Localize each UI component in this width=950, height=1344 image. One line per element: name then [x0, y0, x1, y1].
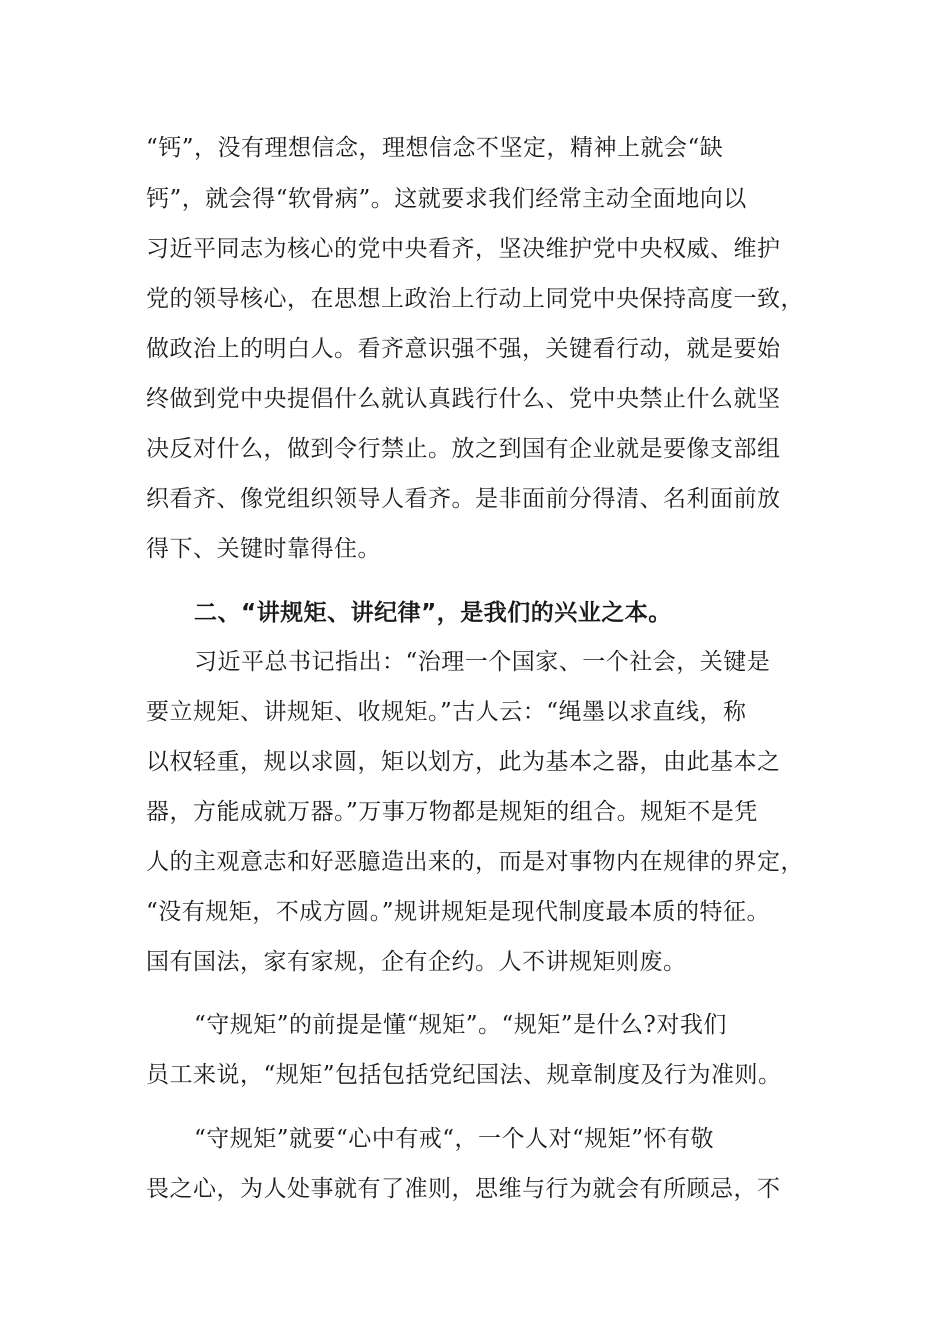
paragraph-4-line: “守规矩”就要“心中有戒“，一个人对“规矩”怀有敬	[194, 1126, 715, 1152]
paragraph-1-line: 终做到党中央提倡什么就认真践行什么、党中央禁止什么就坚	[146, 386, 781, 412]
paragraph-1-line: “钙”，没有理想信念，理想信念不坚定，精神上就会“缺	[146, 135, 724, 161]
paragraph-1-line: 钙”，就会得“软骨病”。这就要求我们经常主动全面地向以	[146, 186, 747, 212]
paragraph-1-line: 党的领导核心，在思想上政治上行动上同党中央保持高度一致，	[146, 286, 804, 312]
paragraph-1-line: 做政治上的明白人。看齐意识强不强，关键看行动，就是要始	[146, 336, 781, 362]
paragraph-2-line: 器，方能成就万器。”万事万物都是规矩的组合。规矩不是凭	[146, 799, 758, 825]
paragraph-1-line: 决反对什么，做到令行禁止。放之到国有企业就是要像支部组	[146, 436, 781, 462]
section-heading: 二、“讲规矩、讲纪律”，是我们的兴业之本。	[194, 600, 672, 626]
paragraph-2-line: 要立规矩、讲规矩、收规矩。”古人云：“绳墨以求直线，称	[146, 699, 747, 725]
paragraph-1-line: 织看齐、像党组织领导人看齐。是非面前分得清、名利面前放	[146, 486, 781, 512]
paragraph-3-line: “守规矩”的前提是懂“规矩”。“规矩”是什么?对我们	[194, 1012, 727, 1038]
paragraph-2-line: 习近平总书记指出：“治理一个国家、一个社会，关键是	[194, 649, 771, 675]
paragraph-2-line: “没有规矩，不成方圆。”规讲规矩是现代制度最本质的特征。	[146, 899, 771, 925]
paragraph-1-line: 得下、关键时靠得住。	[146, 536, 381, 562]
paragraph-4-line: 畏之心，为人处事就有了准则，思维与行为就会有所顾忌，不	[146, 1176, 781, 1202]
paragraph-2-line: 人的主观意志和好恶臆造出来的，而是对事物内在规律的界定，	[146, 849, 804, 875]
paragraph-1-line: 习近平同志为核心的党中央看齐，坚决维护党中央权威、维护	[146, 236, 781, 262]
paragraph-2-line: 以权轻重，规以求圆，矩以划方，此为基本之器，由此基本之	[146, 749, 781, 775]
paragraph-3-line: 员工来说，“规矩”包括包括党纪国法、规章制度及行为准则。	[146, 1062, 782, 1088]
paragraph-2-line: 国有国法，家有家规，企有企约。人不讲规矩则废。	[146, 949, 687, 975]
